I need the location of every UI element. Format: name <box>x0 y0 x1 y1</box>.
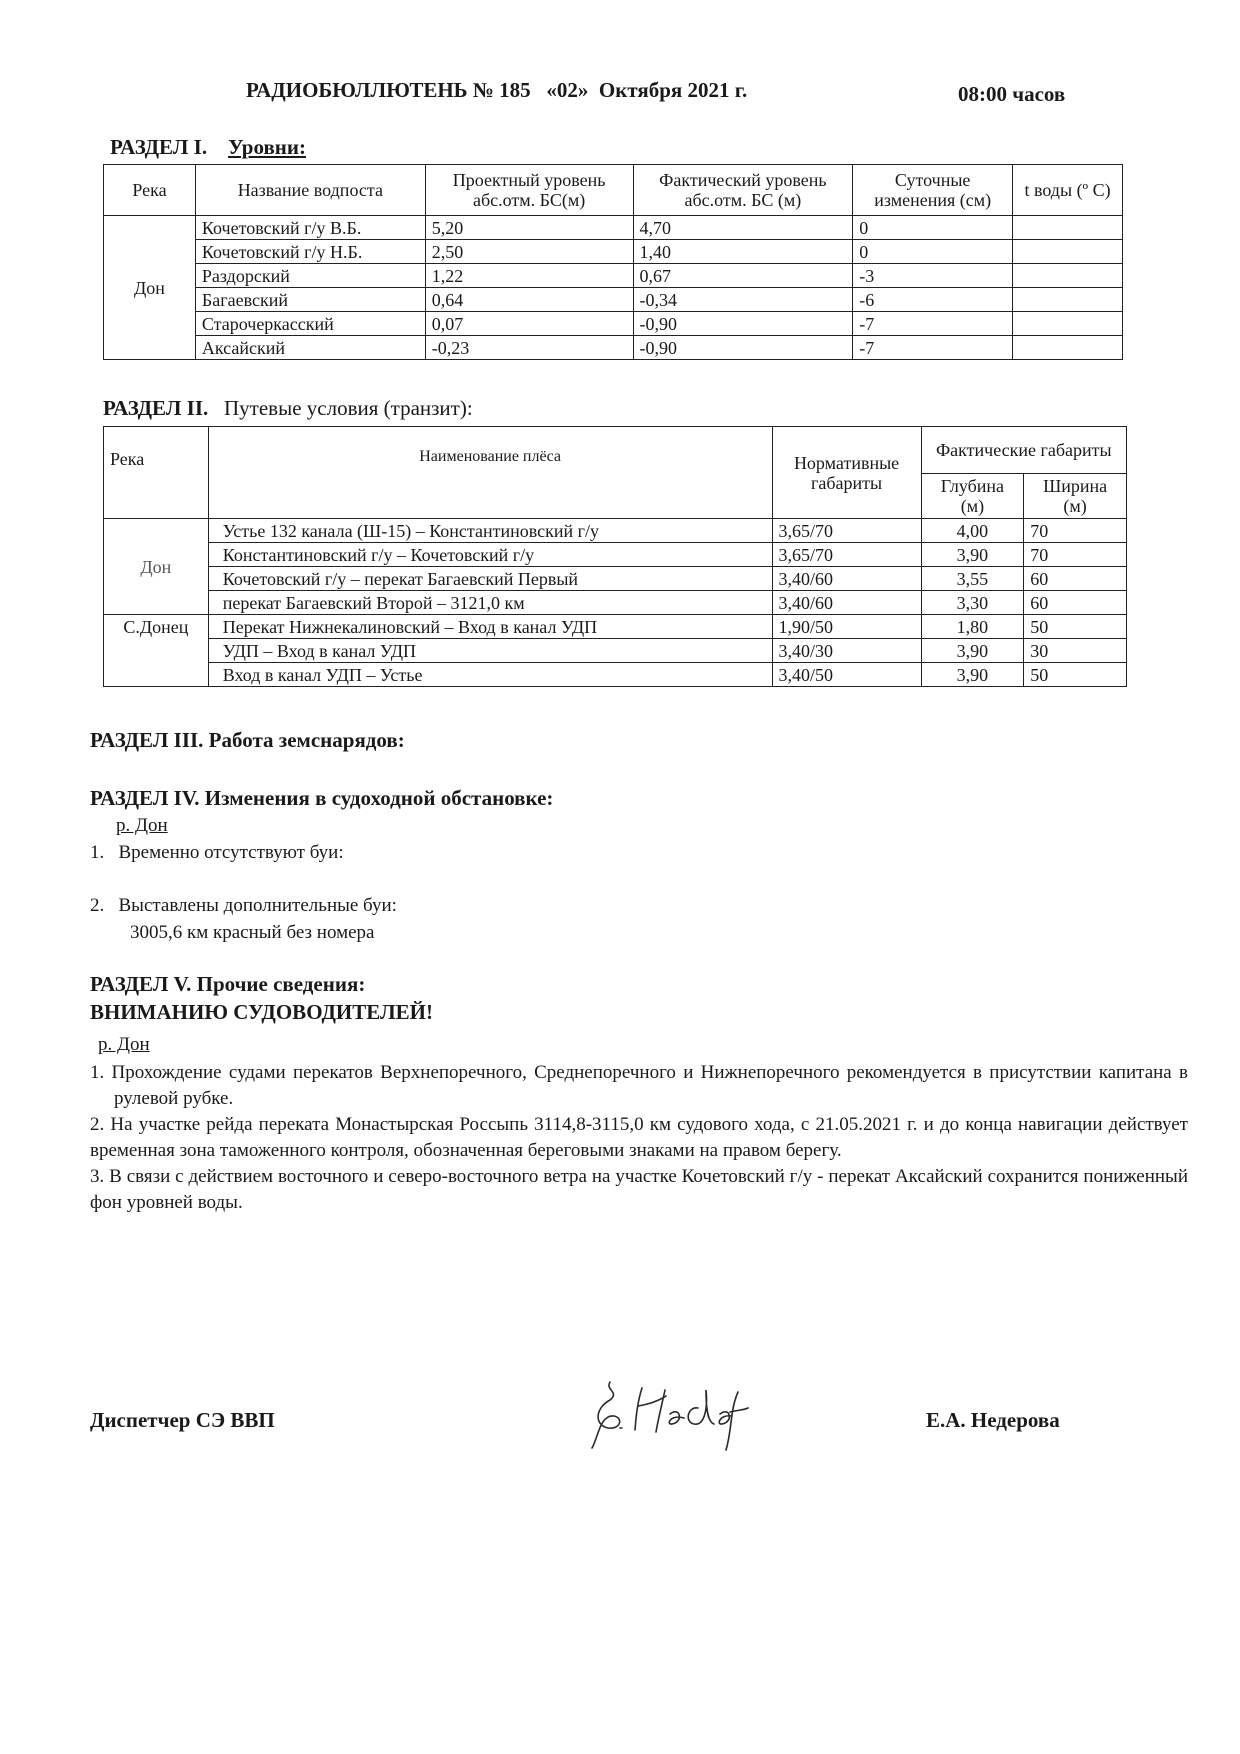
section1-label: РАЗДЕЛ I. <box>110 135 208 159</box>
width-cell: 70 <box>1024 543 1127 567</box>
depth-cell: 1,80 <box>921 615 1024 639</box>
actual-cell: -0,90 <box>633 336 853 360</box>
temp-cell <box>1013 264 1123 288</box>
table-row <box>104 312 1123 336</box>
table-header-row <box>104 165 1123 216</box>
depth-cell: 4,00 <box>921 519 1024 543</box>
change-cell: 0 <box>853 240 1013 264</box>
temp-cell <box>1013 336 1123 360</box>
temp-cell <box>1013 288 1123 312</box>
section4-heading: РАЗДЕЛ IV. Изменения в судоходной обстановке: <box>90 786 554 810</box>
col-actual-level: Фактический уровень абс.отм. БС (м) <box>633 165 853 216</box>
col-post-name: Название водпоста <box>195 165 425 216</box>
reach-cell: перекат Багаевский Второй – 3121,0 км <box>208 591 772 615</box>
table-row <box>104 264 1123 288</box>
section4-item2: 2. Выставлены дополнительные буи: <box>90 895 397 916</box>
post-cell: Кочетовский г/у Н.Б. <box>195 240 425 264</box>
project-cell: 2,50 <box>425 240 633 264</box>
post-cell: Багаевский <box>195 288 425 312</box>
depth-cell: 3,90 <box>921 543 1024 567</box>
post-cell: Старочеркасский <box>195 312 425 336</box>
table-row <box>104 663 1127 687</box>
section4-river: р. Дон <box>116 815 168 836</box>
notes-list <box>90 1060 1188 1216</box>
section5-heading: РАЗДЕЛ V. Прочие сведения: <box>90 972 366 996</box>
col-daily-change: Суточные изменения (см) <box>853 165 1013 216</box>
post-cell: Кочетовский г/у В.Б. <box>195 216 425 240</box>
depth-cell: 3,90 <box>921 663 1024 687</box>
list-item: 2. На участке рейда переката Монастырская Россыпь 3114,8-3115,0 км судового хода, с 21.05.2021 г. и до конца навигации действует временная зона таможенного контроля, обозначенная береговыми знаками на правом берегу. <box>90 1114 1188 1161</box>
col-width: Ширина (м) <box>1024 474 1127 519</box>
change-cell: -3 <box>853 264 1013 288</box>
table-row <box>104 216 1123 240</box>
project-cell: 1,22 <box>425 264 633 288</box>
table-row <box>104 288 1123 312</box>
actual-cell: 1,40 <box>633 240 853 264</box>
normative-cell: 3,40/60 <box>772 567 921 591</box>
section3-heading: РАЗДЕЛ III. Работа земснарядов: <box>90 728 405 752</box>
width-cell: 60 <box>1024 567 1127 591</box>
bulletin-time: 08:00 часов <box>958 82 1066 106</box>
list-item: 3. В связи с действием восточного и северо-восточного ветра на участке Кочетовский г/у - перекат Аксайский сохранится пониженный фон уровней воды. <box>90 1166 1188 1213</box>
width-cell: 50 <box>1024 663 1127 687</box>
col-depth: Глубина (м) <box>921 474 1024 519</box>
col-reach-name: Наименование плёса <box>208 427 772 519</box>
normative-cell: 3,65/70 <box>772 543 921 567</box>
reach-cell: Вход в канал УДП – Устье <box>208 663 772 687</box>
table-row <box>104 543 1127 567</box>
table-row <box>104 519 1127 543</box>
section1-heading <box>110 135 306 160</box>
actual-cell: 4,70 <box>633 216 853 240</box>
change-cell: 0 <box>853 216 1013 240</box>
table-row <box>104 639 1127 663</box>
width-cell: 70 <box>1024 519 1127 543</box>
project-cell: 0,64 <box>425 288 633 312</box>
project-cell: -0,23 <box>425 336 633 360</box>
col-normative: Нормативные габариты <box>772 427 921 519</box>
actual-cell: -0,90 <box>633 312 853 336</box>
temp-cell <box>1013 216 1123 240</box>
temp-cell <box>1013 312 1123 336</box>
signature-text: Е.Недеr <box>580 1468 584 1469</box>
change-cell: -7 <box>853 312 1013 336</box>
project-cell: 5,20 <box>425 216 633 240</box>
table-row <box>104 591 1127 615</box>
depth-cell: 3,90 <box>921 639 1024 663</box>
section1-title: Уровни: <box>228 135 306 159</box>
normative-cell: 1,90/50 <box>772 615 921 639</box>
normative-cell: 3,40/30 <box>772 639 921 663</box>
section2-heading <box>103 396 473 421</box>
dispatcher-name: Е.А. Недерова <box>926 1408 1060 1432</box>
temp-cell <box>1013 240 1123 264</box>
project-cell: 0,07 <box>425 312 633 336</box>
table-row <box>104 240 1123 264</box>
river-cell: Дон <box>104 519 209 615</box>
list-item: 1. Прохождение судами перекатов Верхнепоречного, Среднепоречного и Нижнепоречного рекомендуется в присутствии капитана в рулевой рубке. <box>90 1062 1188 1109</box>
table-row <box>104 336 1123 360</box>
col-river: Река <box>104 427 209 519</box>
bulletin-title: РАДИОБЮЛЛЮТЕНЬ № 185 «02» Октября 2021 г. <box>246 78 748 102</box>
section2-title: Путевые условия (транзит): <box>224 396 473 420</box>
section4-item2-detail: 3005,6 км красный без номера <box>130 922 375 943</box>
attention-heading: ВНИМАНИЮ СУДОВОДИТЕЛЕЙ! <box>90 1000 433 1024</box>
actual-cell: 0,67 <box>633 264 853 288</box>
section5-river: р. Дон <box>98 1034 150 1055</box>
col-river: Река <box>104 165 196 216</box>
change-cell: -7 <box>853 336 1013 360</box>
levels-table <box>103 164 1123 360</box>
width-cell: 30 <box>1024 639 1127 663</box>
dispatcher-position: Диспетчер СЭ ВВП <box>90 1408 275 1432</box>
signature-icon <box>580 1370 760 1470</box>
normative-cell: 3,40/60 <box>772 591 921 615</box>
depth-cell: 3,55 <box>921 567 1024 591</box>
river-cell: С.Донец <box>104 615 209 687</box>
depth-cell: 3,30 <box>921 591 1024 615</box>
width-cell: 50 <box>1024 615 1127 639</box>
normative-cell: 3,40/50 <box>772 663 921 687</box>
post-cell: Раздорский <box>195 264 425 288</box>
reach-cell: УДП – Вход в канал УДП <box>208 639 772 663</box>
section2-label: РАЗДЕЛ II. <box>103 396 209 420</box>
table-header-row <box>104 427 1127 474</box>
width-cell: 60 <box>1024 591 1127 615</box>
actual-cell: -0,34 <box>633 288 853 312</box>
section4-item1: 1. Временно отсутствуют буи: <box>90 842 344 863</box>
route-conditions-table <box>103 426 1127 687</box>
normative-cell: 3,65/70 <box>772 519 921 543</box>
reach-cell: Перекат Нижнекалиновский – Вход в канал УДП <box>208 615 772 639</box>
river-cell: Дон <box>104 216 196 360</box>
post-cell: Аксайский <box>195 336 425 360</box>
reach-cell: Кочетовский г/у – перекат Багаевский Первый <box>208 567 772 591</box>
table-row <box>104 567 1127 591</box>
col-project-level: Проектный уровень абс.отм. БС(м) <box>425 165 633 216</box>
reach-cell: Устье 132 канала (Ш-15) – Константиновский г/у <box>208 519 772 543</box>
col-water-temp: t воды (º С) <box>1013 165 1123 216</box>
col-actual-dimensions: Фактические габариты <box>921 427 1126 474</box>
table-row <box>104 615 1127 639</box>
reach-cell: Константиновский г/у – Кочетовский г/у <box>208 543 772 567</box>
change-cell: -6 <box>853 288 1013 312</box>
